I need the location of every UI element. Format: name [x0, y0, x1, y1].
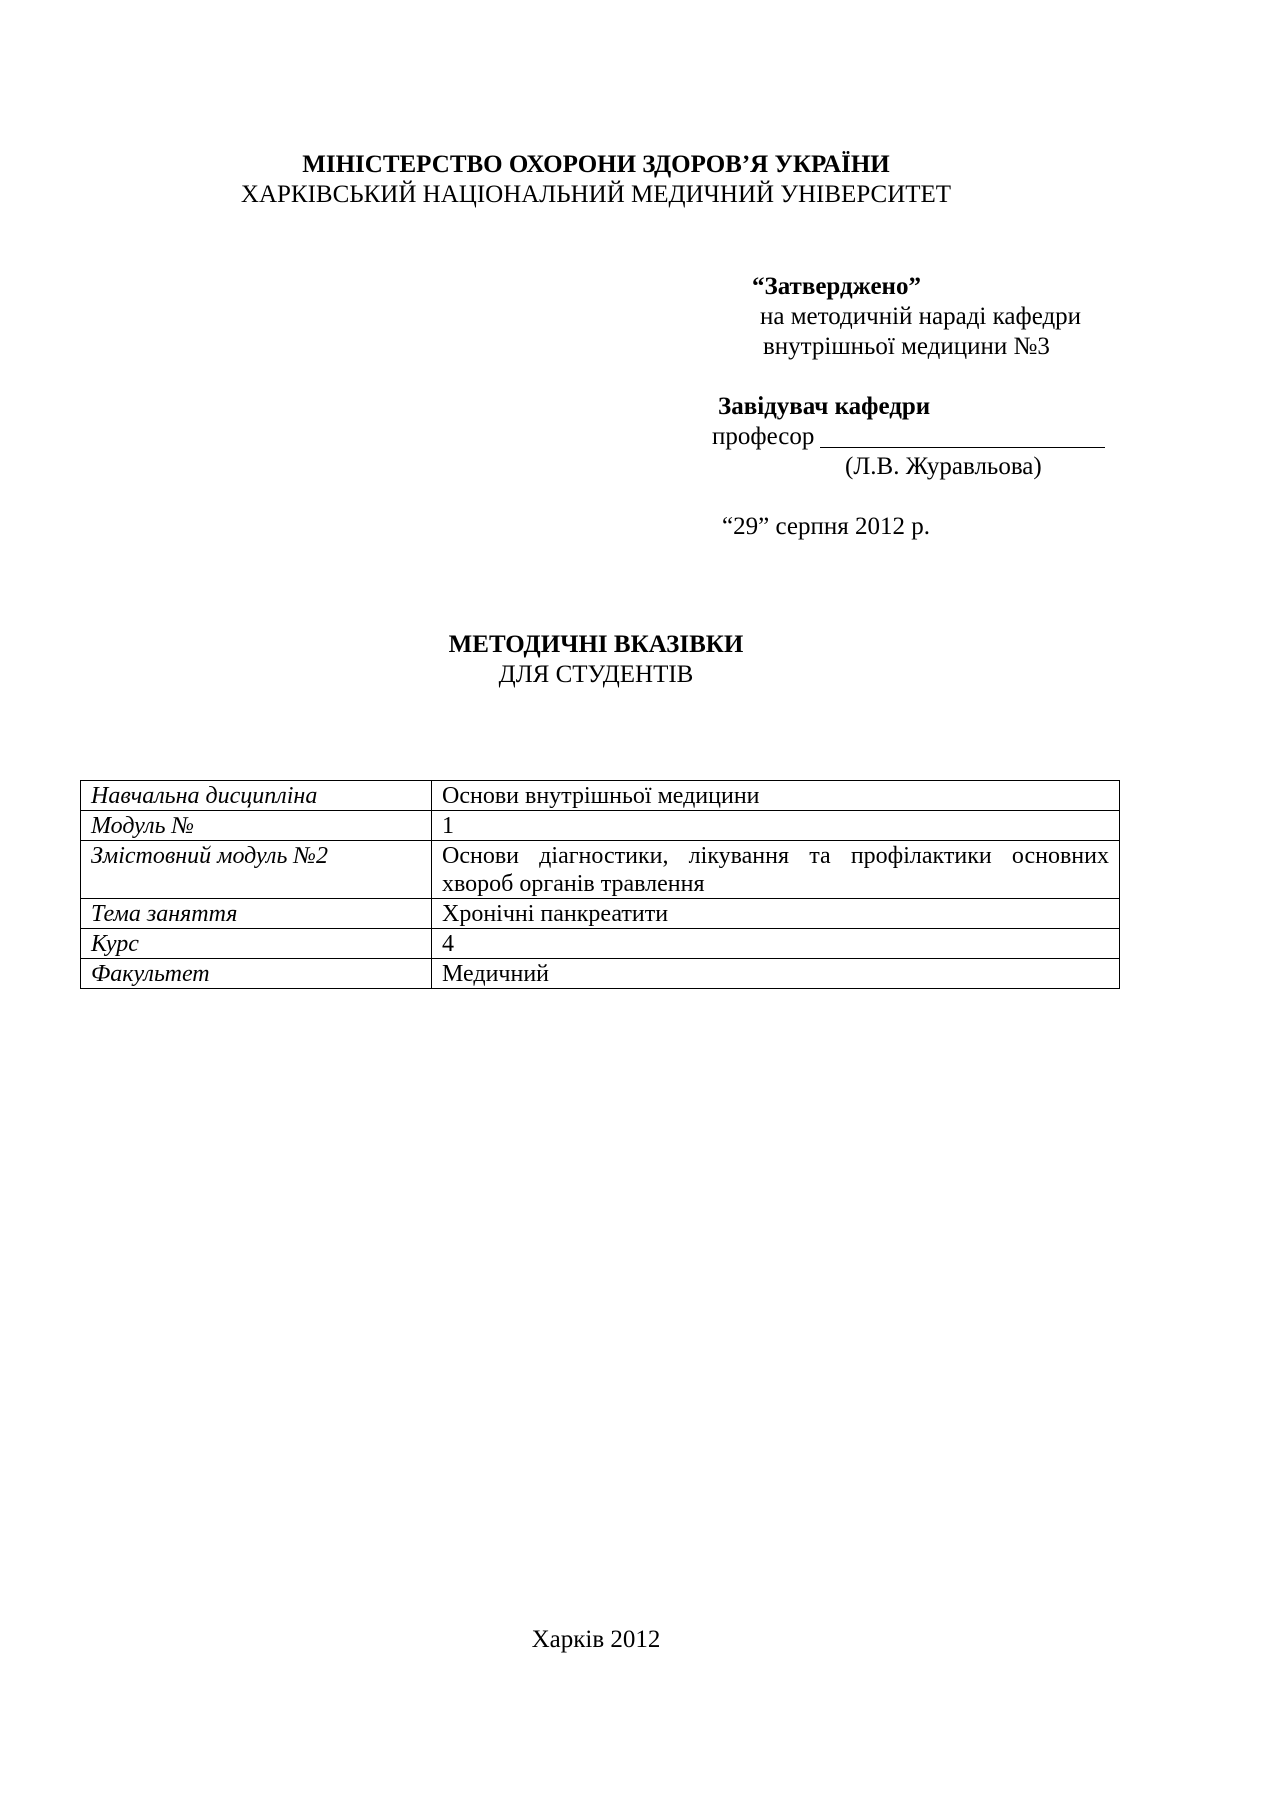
table-row [81, 811, 1120, 841]
document-subtitle: ДЛЯ СТУДЕНТІВ [498, 661, 694, 688]
row-label: Тема заняття [81, 899, 432, 929]
ministry-heading: МІНІСТЕРСТВО ОХОРОНИ ЗДОРОВ’Я УКРАЇНИ [302, 151, 890, 178]
row-value: 4 [432, 929, 1120, 959]
university-heading: ХАРКІВСЬКИЙ НАЦІОНАЛЬНИЙ МЕДИЧНИЙ УНІВЕРСИТЕТ [240, 181, 952, 208]
row-value: 1 [432, 811, 1120, 841]
approval-title: “Затверджено” [752, 273, 921, 300]
table-row [81, 781, 1120, 811]
row-label: Курс [81, 929, 432, 959]
row-label: Навчальна дисципліна [81, 781, 432, 811]
table-row [81, 841, 1120, 899]
row-label: Факультет [81, 959, 432, 989]
approval-line-1: на методичній нараді кафедри [760, 303, 1082, 330]
document-title: МЕТОДИЧНІ ВКАЗІВКИ [448, 631, 744, 658]
signature-line [820, 447, 1105, 448]
row-value: Основи внутрішньої медицини [432, 781, 1120, 811]
approval-line-2: внутрішньої медицини №3 [763, 333, 1050, 360]
row-value: Медичний [432, 959, 1120, 989]
table-row [81, 959, 1120, 989]
head-of-department-title: Завідувач кафедри [718, 393, 931, 420]
head-of-department-role: професор [712, 423, 815, 450]
table-row [81, 899, 1120, 929]
row-value: Хронічні панкреатити [432, 899, 1120, 929]
row-value: Основи діагностики, лікування та профілактики основних хвороб органів травлення [432, 841, 1120, 899]
table-row [81, 929, 1120, 959]
approval-date: “29” серпня 2012 р. [722, 513, 930, 540]
city-year-footer: Харків 2012 [531, 1626, 661, 1653]
row-label: Модуль № [81, 811, 432, 841]
course-info-table [80, 780, 1120, 989]
head-of-department-name: (Л.В. Журавльова) [845, 453, 1042, 480]
row-label: Змістовний модуль №2 [81, 841, 432, 899]
